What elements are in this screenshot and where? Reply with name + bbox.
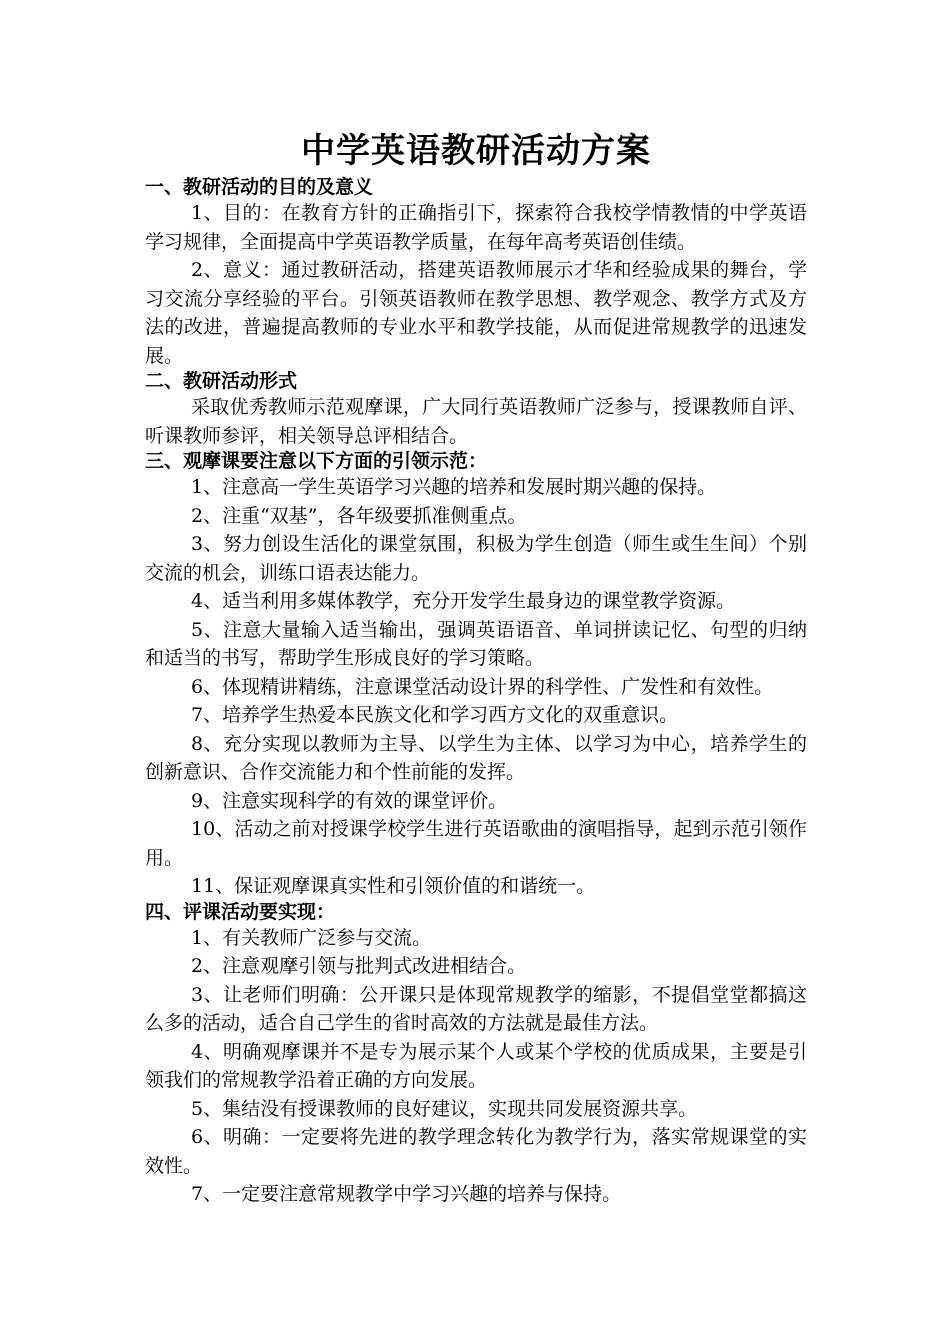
paragraph: 7、培养学生热爱本民族文化和学习西方文化的双重意识。 (191, 704, 679, 726)
paragraph: 2、意义：通过教研活动，搭建英语教师展示才华和经验成果的舞台，学习交流分享经验的平台。引领英语教师在教学思想、教学观念、教学方式及方法的改进，普遍提高教师的专业水平和教学技能，从而促进常规教学的迅速发展。 (145, 259, 807, 367)
document-page (145, 126, 807, 1209)
section-heading: 三、观摩课要注意以下方面的引领示范： (145, 450, 488, 472)
paragraph: 6、体现精讲精练，注意课堂活动设计界的科学性、广发性和有效性。 (191, 675, 774, 698)
paragraph: 11、保证观摩课真实性和引领价值的和谐统一。 (191, 875, 596, 897)
section-evaluation (145, 901, 807, 1209)
section-heading: 一、教研活动的目的及意义 (145, 176, 374, 198)
paragraph: 4、明确观摩课并不是专为展示某个人或某个学校的优质成果，主要是引领我们的常规教学沿着正确的方向发展。 (145, 1040, 807, 1091)
paragraph: 1、注意高一学生英语学习兴趣的培养和发展时期兴趣的保持。 (191, 476, 717, 498)
section-heading: 二、教研活动形式 (145, 370, 298, 392)
paragraph: 采取优秀教师示范观摩课，广大同行英语教师广泛参与，授课教师自评、听课教师参评，相关领导总评相结合。 (145, 396, 807, 447)
section-demo-lesson (145, 450, 807, 901)
paragraph: 2、注重“双基”，各年级要抓准侧重点。 (191, 504, 527, 527)
paragraph: 9、注意实现科学的有效的课堂评价。 (191, 789, 508, 812)
paragraph: 10、活动之前对授课学校学生进行英语歌曲的演唱指导，起到示范引领作用。 (145, 818, 807, 869)
paragraph: 2、注意观摩引领与批判式改进相结合。 (191, 955, 527, 977)
paragraph: 1、目的：在教育方针的正确指引下，探索符合我校学情教情的中学英语学习规律，全面提高中学英语教学质量，在每年高考英语创佳绩。 (145, 202, 807, 253)
paragraph: 5、注意大量输入适当输出，强调英语语音、单词拼读记忆、句型的归纳和适当的书写，帮助学生形成良好的学习策略。 (145, 618, 807, 669)
section-purpose (145, 176, 807, 370)
paragraph: 8、充分实现以教师为主导、以学生为主体、以学习为中心，培养学生的创新意识、合作交流能力和个性前能的发挥。 (145, 732, 807, 783)
paragraph: 1、有关教师广泛参与交流。 (191, 926, 432, 949)
paragraph: 6、明确：一定要将先进的教学理念转化为教学行为，落实常规课堂的实效性。 (145, 1126, 807, 1177)
paragraph: 4、适当利用多媒体教学，充分开发学生最身边的课堂教学资源。 (191, 590, 736, 612)
paragraph: 7、一定要注意常规教学中学习兴趣的培养与保持。 (191, 1183, 622, 1205)
document-title: 中学英语教研活动方案 (301, 131, 651, 171)
section-heading: 四、评课活动要实现： (145, 900, 336, 923)
paragraph: 5、集结没有授课教师的良好建议，实现共同发展资源共享。 (191, 1097, 698, 1120)
paragraph: 3、努力创设生活化的课堂氛围，积极为学生创造（师生或生生间）个别交流的机会，训练口语表达能力。 (145, 533, 807, 584)
paragraph: 3、让老师们明确：公开课只是体现常规教学的缩影，不提倡堂堂都搞这么多的活动，适合自己学生的省时高效的方法就是最佳方法。 (145, 983, 807, 1034)
section-format (145, 370, 807, 450)
